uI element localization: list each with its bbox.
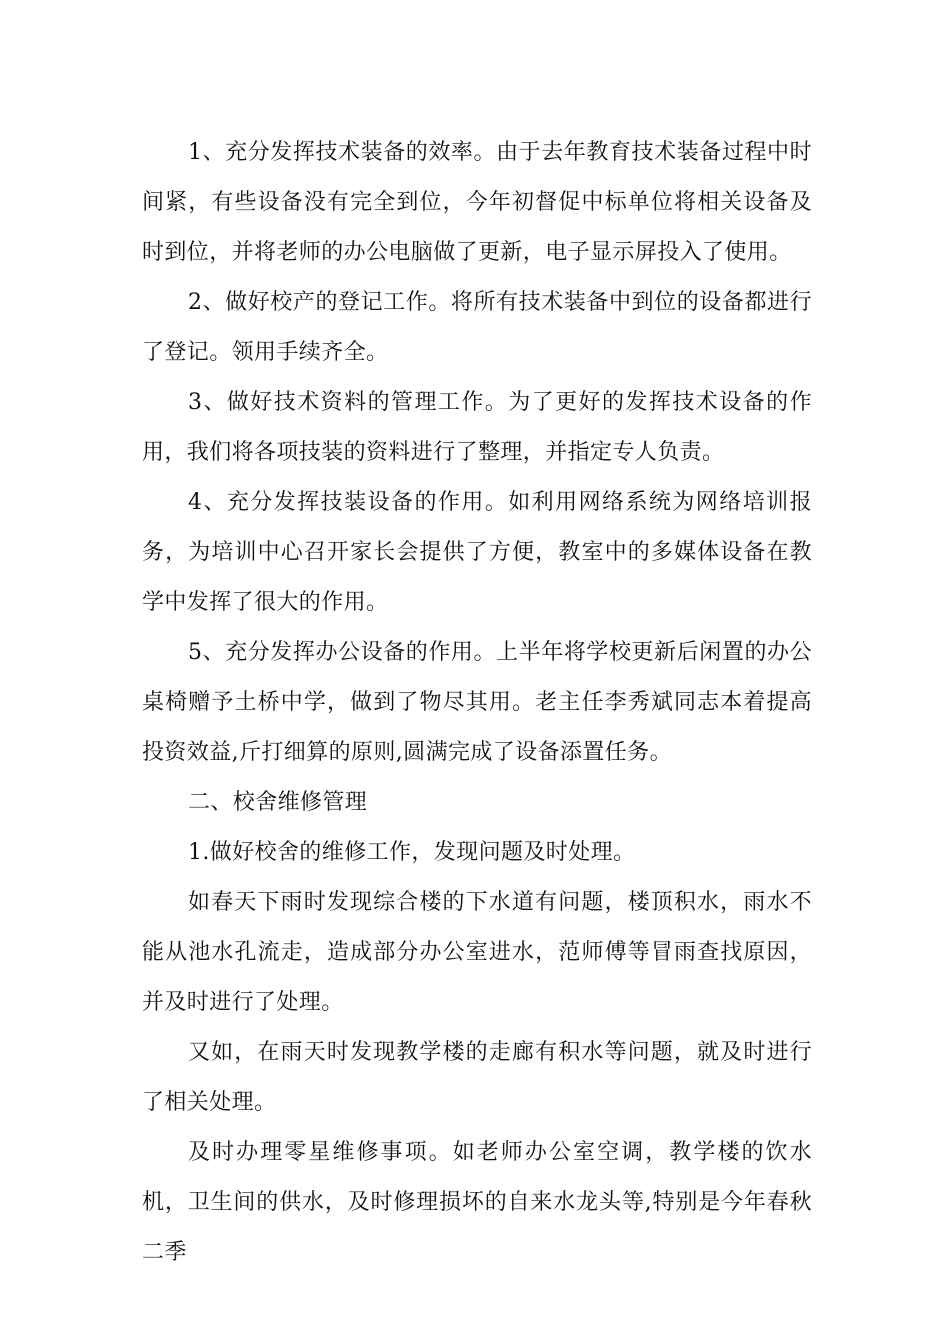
paragraph-technical-materials: 3、做好技术资料的管理工作。为了更好的发挥技术设备的作用，我们将各项技装的资料进行了整理，并指定专人负责。: [142, 390, 812, 465]
paragraph-asset-registration: 2、做好校产的登记工作。将所有技术装备中到位的设备都进行了登记。领用手续齐全。: [142, 290, 812, 365]
paragraph-equipment-usage: 4、充分发挥技装设备的作用。如利用网络系统为网络培训报务，为培训中心召开家长会提供了方便，教室中的多媒体设备在教学中发挥了很大的作用。: [142, 490, 812, 615]
paragraph-office-equipment: 5、充分发挥办公设备的作用。上半年将学校更新后闲置的办公桌椅赠予土桥中学，做到了物尽其用。老主任李秀斌同志本着提高投资效益,斤打细算的原则,圆满完成了设备添置任务。: [142, 640, 812, 765]
document-body: [142, 128, 812, 1278]
paragraph-corridor-water: 又如，在雨天时发现教学楼的走廊有积水等问题，就及时进行了相关处理。: [142, 1040, 812, 1115]
paragraph-equipment-efficiency: 1、充分发挥技术装备的效率。由于去年教育技术装备过程中时间紧，有些设备没有完全到位，今年初督促中标单位将相关设备及时到位，并将老师的办公电脑做了更新，电子显示屏投入了使用。: [142, 140, 812, 265]
paragraph-spring-rain: 如春天下雨时发现综合楼的下水道有问题，楼顶积水，雨水不能从池水孔流走，造成部分办公室进水，范师傅等冒雨查找原因，并及时进行了处理。: [142, 890, 812, 1015]
paragraph-minor-repairs: 及时办理零星维修事项。如老师办公室空调，教学楼的饮水机，卫生间的供水，及时修理损坏的自来水龙头等,特别是今年春秋二季: [142, 1140, 812, 1265]
section-heading-maintenance: 二、校舍维修管理: [188, 790, 368, 815]
subheading-maintenance-work: 1.做好校舍的维修工作，发现问题及时处理。: [188, 840, 636, 865]
